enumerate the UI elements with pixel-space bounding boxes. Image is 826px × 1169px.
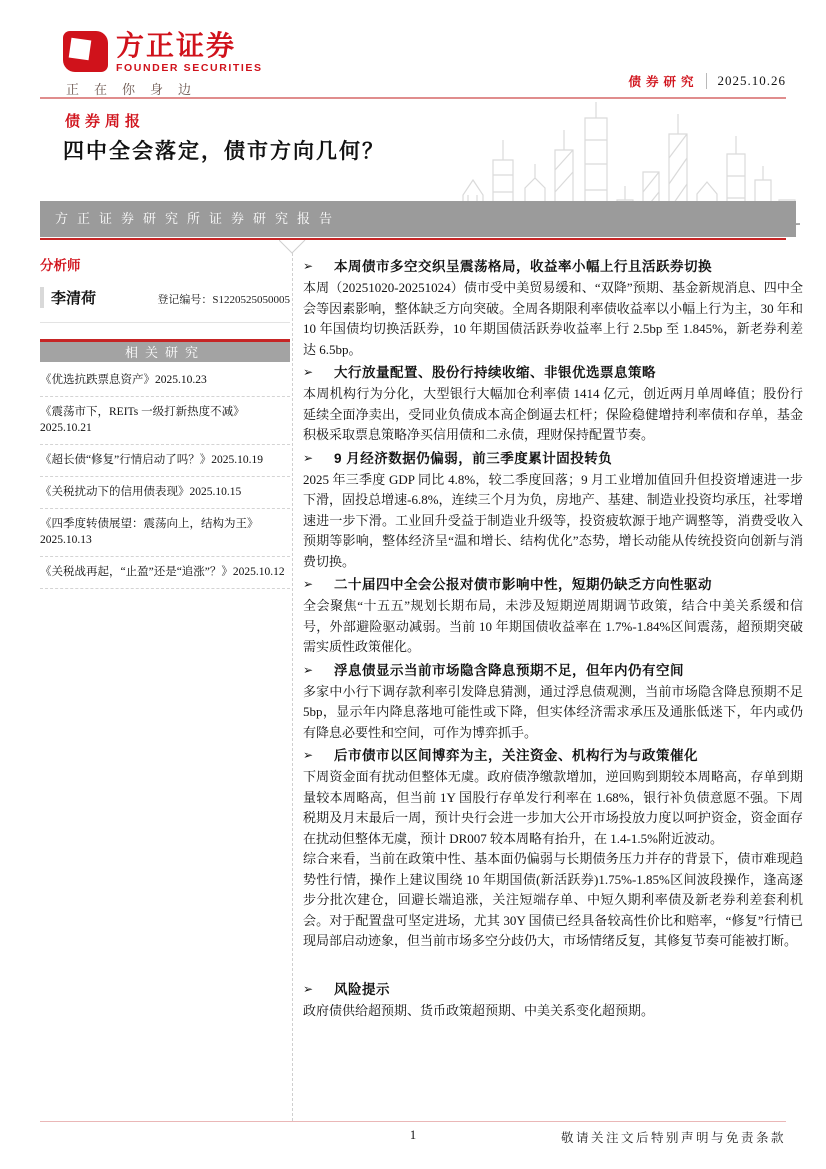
- section-header: [303, 448, 803, 469]
- report-section: [303, 979, 803, 1022]
- company-logo: [63, 31, 263, 74]
- section-heading: 风险提示: [334, 981, 390, 997]
- banner-rule: [40, 238, 786, 240]
- section-paragraph: 2025 年三季度 GDP 同比 4.8%，较二季度回落；9 月工业增加值回升但投资增速进一步下滑，固投总增速-6.8%，连续三个月为负，房地产、基建、制造业投资均承压，社零增速进一步下滑。工业回升受益于制造业升级等，投资疲软源于地产调整等，消费受收入预期等影响，整体经济呈“温和增长、结构优化”态势，增长动能从传统投资向创新与消费切换。: [303, 471, 803, 569]
- analyst-label: 分析师: [40, 258, 81, 273]
- report-section: [303, 574, 803, 658]
- related-research-item: 《关税扰动下的信用债表现》2025.10.15: [40, 477, 290, 509]
- analyst-row: [40, 287, 290, 308]
- logo-english-name: FOUNDER SECURITIES: [116, 62, 263, 74]
- analyst-registration-id: 登记编号：S1220525050005: [157, 294, 290, 306]
- footer-disclaimer: 敬请关注文后特别声明与免责条款: [560, 1131, 786, 1145]
- institute-banner: 方正证券研究所证券研究报告: [40, 201, 796, 237]
- section-heading: 本周债市多空交织呈震荡格局，收益率小幅上行且活跃券切换: [334, 259, 712, 274]
- section-header: [303, 574, 803, 595]
- arrow-bullet-icon: ➢: [303, 577, 314, 591]
- section-paragraph: 多家中小行下调存款利率引发降息猜测，通过浮息债观测，当前市场隐含降息预期不足 5bp，显示年内降息落地可能性或下降，但实体经济需求承压及通胀低迷下，年内或仍有降息必要性和空间，可作为博弈抓手。: [303, 683, 803, 740]
- report-section: [303, 745, 803, 952]
- report-section: [303, 256, 803, 360]
- divider-notch: [279, 240, 306, 254]
- founder-securities-logo-icon: [63, 31, 108, 72]
- logo-chinese-name: 方正证券: [116, 30, 237, 61]
- header-meta: [628, 72, 786, 90]
- section-paragraph: 本周机构行为分化，大型银行大幅加仓利率债 1414 亿元，创近两月单周峰值；股份行延续全面净卖出，受同业负债成本高企倒逼去杠杆；保险稳健增持利率债和存单，基金积极采取票息策略净买信用债和二永债，理财保持配置节奏。: [303, 386, 803, 442]
- related-research-item: 《优选抗跌票息资产》2025.10.23: [40, 365, 290, 397]
- section-heading: 二十届四中全会公报对债市影响中性，短期仍缺乏方向性驱动: [334, 577, 712, 592]
- section-heading: 后市债市以区间博弈为主，关注资金、机构行为与政策催化: [334, 748, 698, 763]
- arrow-bullet-icon: ➢: [303, 450, 314, 465]
- column-divider: [292, 253, 293, 1121]
- header-separator: [706, 73, 707, 89]
- section-paragraph: 政府债供给超预期、货币政策超预期、中美关系变化超预期。: [303, 1002, 655, 1018]
- related-research-list: [40, 365, 290, 589]
- arrow-bullet-icon: ➢: [303, 662, 314, 677]
- section-paragraph: 全会聚焦“十五五”规划长期布局，未涉及短期逆周期调节政策，结合中美关系缓和信号，外部避险驱动减弱。当前 10 年期国债收益率在 1.7%-1.84%区间震荡，超预期突破需实质性政策催化。: [303, 598, 803, 654]
- header-rule: [40, 97, 786, 99]
- arrow-bullet-icon: ➢: [303, 748, 314, 762]
- analyst-name: 李清荷: [51, 290, 97, 307]
- related-research-item: 《超长债“修复”行情启动了吗？》2025.10.19: [40, 445, 290, 477]
- section-heading: 9 月经济数据仍偏弱，前三季度累计固投转负: [334, 450, 613, 466]
- section-paragraph: 下周资金面有扰动但整体无虞。政府债净缴款增加，逆回购到期较本周略高，存单到期量较本周略高，但当前 1Y 国股行存单发行利率在 1.68%，银行补负债意愿不强。下周税期及月末最后一周，预计央行会进一步加大公开市场投放力度以呵护资金，资金面存在扰动但整体无虞，预计 DR007 较本周略有抬升，在 1.4-1.5%附近波动。: [303, 769, 803, 846]
- page-title: 四中全会落定，债市方向几何？: [63, 140, 385, 163]
- related-research-item: 《四季度转债展望：震荡向上，结构为王》2025.10.13: [40, 509, 290, 557]
- footer-rule: [40, 1121, 786, 1122]
- sidebar: [40, 254, 290, 589]
- report-body: [303, 254, 803, 1021]
- report-section: [303, 660, 803, 744]
- section-header: [303, 256, 803, 277]
- arrow-bullet-icon: ➢: [303, 981, 314, 996]
- section-paragraph: 本周（20251020-20251024）债市受中美贸易缓和、“双降”预期、基金新规消息、四中全会等因素影响，整体缺乏方向突破。全周各期限利率债收益率以小幅上行为主，30 年和 10 年国债均切换活跃券，10 年期国债活跃券收益率上行 2.5bp 至 1.845%，新老券利差达 6.5bp。: [303, 280, 803, 357]
- report-date: 2025.10.26: [717, 73, 786, 88]
- section-heading: 浮息债显示当前市场隐含降息预期不足，但年内仍有空间: [334, 662, 684, 678]
- arrow-bullet-icon: ➢: [303, 365, 314, 379]
- related-research-item: 《震荡市下，REITs 一级打新热度不减》2025.10.21: [40, 397, 290, 445]
- report-section: [303, 362, 803, 446]
- section-header: [303, 979, 803, 1000]
- report-section: [303, 448, 803, 573]
- section-header: [303, 660, 803, 681]
- report-type-label: 债券周报: [65, 113, 146, 130]
- section-heading: 大行放量配置、股份行持续收缩、非银优选票息策略: [334, 365, 656, 380]
- related-research-header: 相关研究: [40, 339, 290, 362]
- sidebar-rule: [40, 322, 290, 323]
- section-header: [303, 745, 803, 766]
- research-category-label: 债券研究: [628, 75, 699, 89]
- arrow-bullet-icon: ➢: [303, 259, 314, 273]
- page-number: 1: [409, 1128, 417, 1142]
- section-header: [303, 362, 803, 383]
- section-paragraph: 综合来看，当前在政策中性、基本面仍偏弱与长期债务压力并存的背景下，债市难现趋势性行情，操作上建议围绕 10 年期国债(新活跃券)1.75%-1.85%区间波段操作，逢高逐步分批次建仓，回避长端追涨，关注短端存单、中短久期利率债及新老券利差套利机会。对于配置盘可坚定进场，尤其 30Y 国债已经具备较高性价比和赔率，“修复”行情已现局部启动迹象，但当前市场多空分歧仍大，市场情绪反复，其修复节奏可能被打断。: [303, 851, 803, 948]
- brand-tagline: 正在你身边: [66, 82, 207, 97]
- related-research-item: 《关税战再起，“止盈”还是“追涨”？》2025.10.12: [40, 557, 290, 589]
